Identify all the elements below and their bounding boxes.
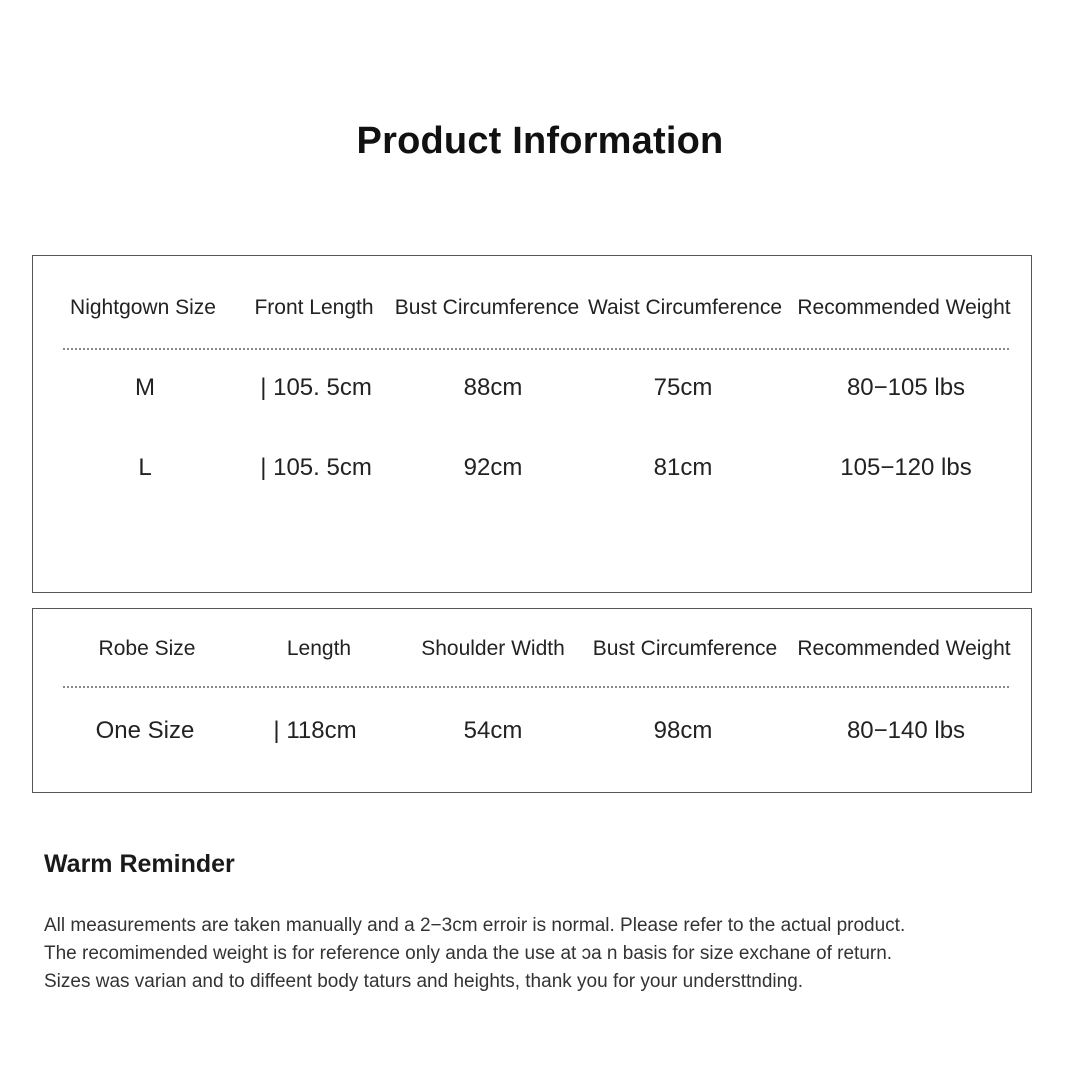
nightgown-size-table [32, 255, 1032, 593]
nightgown-header-size: Nightgown Size [70, 296, 216, 319]
reminder-line-1: All measurements are taken manually and a 2−3cm erroir is normal. Please refer to the actual product. [44, 915, 906, 936]
nightgown-row-m-bust: 88cm [463, 374, 523, 401]
nightgown-row-l-bust: 92cm [463, 454, 523, 481]
robe-header-shoulder-width: Shoulder Width [421, 637, 565, 660]
robe-row-one-size: One Size [95, 717, 195, 744]
nightgown-header-front-length: Front Length [254, 296, 374, 319]
reminder-heading: Warm Reminder [44, 850, 235, 878]
nightgown-header-waist: Waist Circumference [587, 296, 783, 319]
reminder-body [44, 912, 905, 996]
nightgown-row-l-waist: 81cm [653, 454, 713, 481]
reminder-line-2: The recomimended weight is for reference only anda the use at ɔa n basis for size exchane of return. [44, 943, 893, 964]
page-title: Product Information [356, 120, 724, 162]
nightgown-row-m-front-length: | 105. 5cm [260, 374, 372, 401]
robe-header-weight: Recommended Weight [797, 637, 1011, 660]
nightgown-row-m-waist: 75cm [653, 374, 713, 401]
nightgown-row-l-size: L [138, 454, 152, 481]
nightgown-row-m-weight: 80−105 lbs [846, 374, 966, 401]
nightgown-row-l-weight: 105−120 lbs [840, 454, 972, 481]
robe-header-divider [63, 686, 1009, 688]
nightgown-header-divider [63, 348, 1009, 350]
nightgown-row-m-size: M [135, 374, 155, 401]
robe-row-weight: 80−140 lbs [846, 717, 966, 744]
nightgown-header-weight: Recommended Weight [797, 296, 1011, 319]
robe-header-bust: Bust Circumference [592, 637, 778, 660]
nightgown-row-l-front-length: | 105. 5cm [260, 454, 372, 481]
reminder-line-3: Sizes was varian and to diffeent body taturs and heights, thank you for your understtnding. [44, 971, 804, 992]
robe-size-table [32, 608, 1032, 793]
robe-row-shoulder-width: 54cm [463, 717, 523, 744]
robe-row-length: | 118cm [273, 717, 357, 744]
robe-header-size: Robe Size [98, 637, 196, 660]
nightgown-header-bust: Bust Circumference [394, 296, 580, 319]
robe-header-length: Length [286, 637, 352, 660]
robe-row-bust: 98cm [653, 717, 713, 744]
